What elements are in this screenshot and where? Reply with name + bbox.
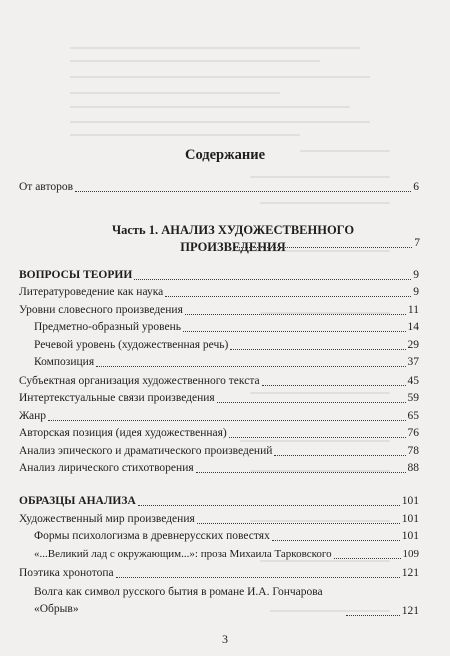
toc-entry	[19, 461, 419, 475]
toc-section-label: ОБРАЗЦЫ АНАЛИЗА	[19, 495, 136, 507]
part-title-page: 7	[414, 237, 420, 249]
toc-entry	[19, 426, 419, 440]
toc-heading: Содержание	[184, 147, 266, 163]
toc-entry-page: 11	[407, 304, 419, 316]
toc-entry-label: Волга как символ русского бытия в романе И.А. Гончарова «Обрыв»	[34, 586, 323, 615]
toc-entry-page: 59	[407, 392, 419, 404]
toc-entry	[19, 512, 419, 526]
toc-subentry	[34, 584, 419, 618]
toc-subentry	[34, 320, 419, 334]
toc-entry-label: «...Великий лад с окружающим...»: проза Михаила Тарковского	[34, 548, 332, 560]
toc-entry-label: Авторская позиция (идея художественная)	[19, 427, 227, 439]
page-number: 3	[222, 632, 228, 646]
leader-dots	[134, 279, 411, 280]
toc-entry-page: 9	[413, 286, 419, 298]
toc-section-label: ВОПРОСЫ ТЕОРИИ	[19, 269, 133, 281]
toc-entry-page: 101	[401, 513, 419, 525]
toc-entry	[19, 409, 419, 423]
leader-dots	[217, 402, 406, 403]
toc-entry-label: От авторов	[19, 181, 74, 193]
leader-dots	[138, 505, 400, 506]
toc-entry-label: Анализ эпического и драматического произведений	[19, 445, 273, 457]
toc-entry-label: Литературоведение как наука	[19, 286, 164, 298]
leader-dots	[346, 615, 400, 616]
toc-entry	[19, 180, 419, 194]
toc-subentry	[34, 547, 419, 561]
toc-section	[19, 268, 419, 282]
toc-subentry	[34, 355, 419, 369]
leader-dots	[262, 385, 406, 386]
toc-entry-label: Поэтика хронотопа	[19, 567, 114, 579]
toc-subentry	[34, 338, 419, 352]
toc-entry-page: 121	[401, 605, 419, 617]
toc-entry-page: 14	[407, 321, 419, 333]
toc-entry-page: 76	[407, 427, 419, 439]
leader-dots	[229, 437, 406, 438]
leader-dots	[96, 366, 405, 367]
toc-entry-page: 6	[413, 181, 419, 193]
toc-entry-page: 121	[401, 567, 419, 579]
toc-entry	[19, 374, 419, 388]
toc-entry-label: Жанр	[19, 410, 47, 422]
leader-dots	[196, 472, 406, 473]
leader-dots	[165, 296, 411, 297]
toc-entry-label: Анализ лирического стихотворения	[19, 462, 194, 474]
leader-dots	[48, 420, 405, 421]
toc-entry-label: Предметно-образный уровень	[34, 321, 182, 333]
toc-entry-label: Композиция	[34, 356, 95, 368]
part-title: Часть 1. АНАЛИЗ ХУДОЖЕСТВЕННОГО ПРОИЗВЕДЕНИЯ	[111, 223, 355, 254]
toc-entry-label: Интертекстуальные связи произведения	[19, 392, 215, 404]
leader-dots	[230, 349, 405, 350]
leader-dots	[197, 523, 400, 524]
toc-entry-label: Художественный мир произведения	[19, 513, 195, 525]
leader-dots	[185, 314, 406, 315]
toc-entry-page: 101	[401, 495, 419, 507]
toc-subentry	[34, 529, 419, 543]
toc-entry-label: Формы психологизма в древнерусских повестях	[34, 530, 270, 542]
toc-entry	[19, 566, 419, 580]
toc-entry-label: Речевой уровень (художественная речь)	[34, 339, 229, 351]
leader-dots	[233, 247, 412, 248]
toc-entry-page: 109	[402, 548, 419, 560]
toc-entry-page: 45	[407, 375, 419, 387]
toc-entry-label: Уровни словесного произведения	[19, 304, 183, 316]
toc-entry-page: 88	[407, 462, 419, 474]
leader-dots	[75, 191, 411, 192]
toc-entry-label: Субъектная организация художественного текста	[19, 375, 260, 387]
toc-entry-page: 101	[401, 530, 419, 542]
toc-entry-page: 29	[407, 339, 419, 351]
leader-dots	[116, 577, 400, 578]
toc-entry-page: 65	[407, 410, 419, 422]
toc-entry	[19, 444, 419, 458]
toc-entry	[19, 285, 419, 299]
toc-section	[19, 494, 419, 508]
toc-entry-page: 78	[407, 445, 419, 457]
toc-entry-page: 9	[413, 269, 419, 281]
toc-entry-page: 37	[407, 356, 419, 368]
toc-entry	[19, 391, 419, 405]
toc-entry	[19, 303, 419, 317]
part-title-leader	[140, 236, 420, 250]
leader-dots	[272, 540, 400, 541]
leader-dots	[274, 455, 405, 456]
leader-dots	[334, 558, 401, 559]
leader-dots	[183, 331, 405, 332]
